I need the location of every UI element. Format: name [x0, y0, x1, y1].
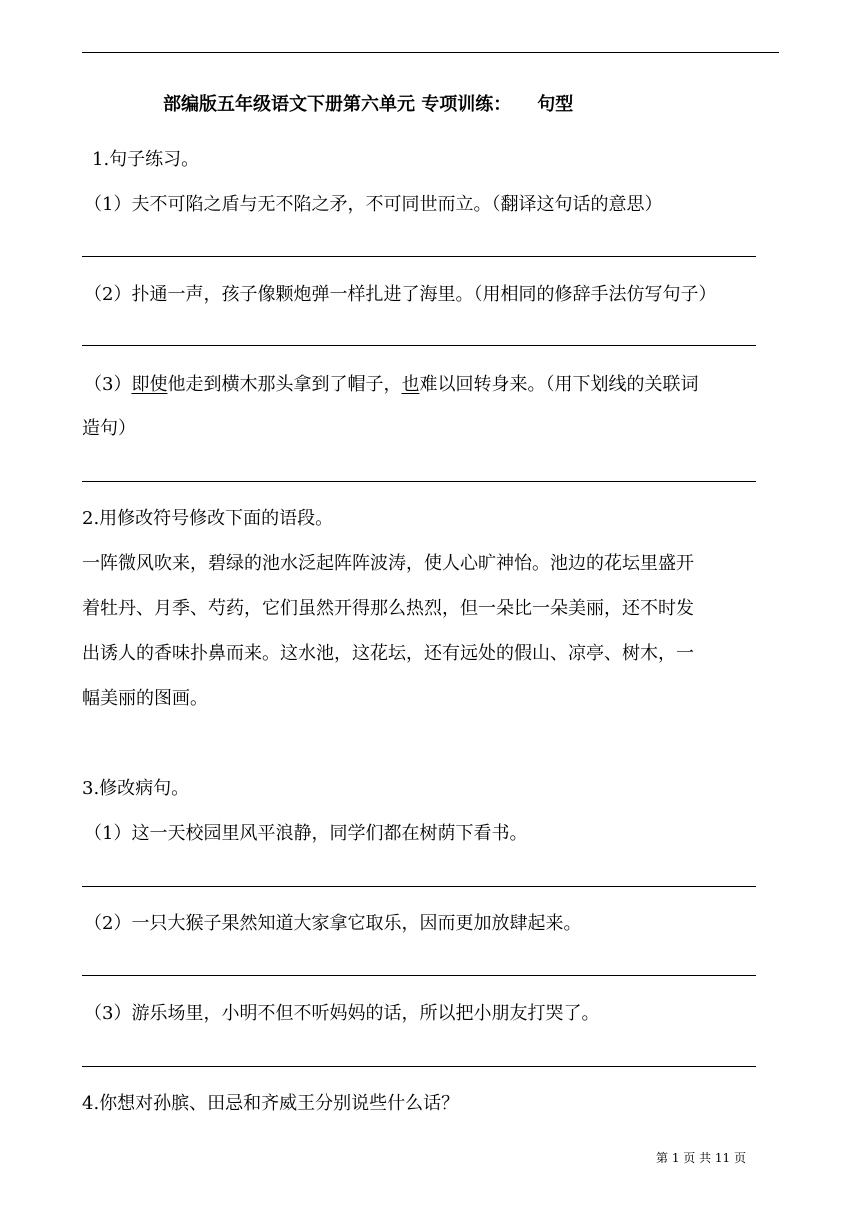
answer-line-q1-2: [82, 345, 756, 346]
q1-item3-rest: 难以回转身来。（用下划线的关联词: [419, 374, 699, 395]
q1-item3-prefix: （3）: [84, 374, 132, 395]
q1-item3-mid: 他走到横木那头拿到了帽子，: [167, 374, 402, 395]
q2-heading: 2.用修改符号修改下面的语段。: [82, 508, 334, 529]
q3-item2: （2）一只大猴子果然知道大家拿它取乐，因而更加放肆起来。: [84, 913, 582, 934]
q1-item3: [84, 372, 698, 398]
answer-line-q3-3: [82, 1066, 756, 1067]
page-title: [163, 92, 573, 118]
q1-heading: 1.句子练习。: [92, 149, 200, 170]
q3-item3: （3）游乐场里，小明不但不听妈妈的话，所以把小朋友打哭了。: [84, 1003, 600, 1024]
q1-item3-continuation: 造句）: [82, 418, 136, 439]
q2-paragraph-line: 出诱人的香味扑鼻而来。这水池，这花坛，还有远处的假山、凉亭、树木，一: [82, 643, 694, 664]
q3-heading: 3.修改病句。: [82, 778, 190, 799]
answer-line-q3-2: [82, 975, 756, 976]
q1-item3-underlined-1: 即使: [131, 374, 168, 395]
header-rule: [82, 52, 779, 53]
q1-item2: （2）扑通一声，孩子像颗炮弹一样扎进了海里。（用相同的修辞手法仿写句子）: [84, 284, 717, 305]
q3-item1: （1）这一天校园里风平浪静，同学们都在树荫下看书。: [84, 823, 528, 844]
q2-paragraph-line: 着牡丹、月季、芍药，它们虽然开得那么热烈，但一朵比一朵美丽，还不时发: [82, 598, 694, 619]
q2-paragraph-line: 幅美丽的图画。: [82, 688, 208, 709]
answer-line-q3-1: [82, 886, 756, 887]
q4-heading: 4.你想对孙膑、田忌和齐威王分别说些什么话？: [82, 1093, 460, 1114]
page-number: 第 1 页 共 11 页: [656, 1151, 746, 1165]
answer-line-q1-3: [82, 481, 756, 482]
title-topic: 句型: [537, 94, 574, 115]
answer-line-q1-1: [82, 256, 756, 257]
q1-item1: （1）夫不可陷之盾与无不陷之矛，不可同世而立。（翻译这句话的意思）: [84, 194, 663, 215]
q2-paragraph-line: 一阵微风吹来，碧绿的池水泛起阵阵波涛，使人心旷神怡。池边的花坛里盛开: [82, 553, 694, 574]
q1-item3-underlined-2: 也: [401, 374, 420, 395]
title-main: 部编版五年级语文下册第六单元 专项训练：: [163, 94, 512, 115]
